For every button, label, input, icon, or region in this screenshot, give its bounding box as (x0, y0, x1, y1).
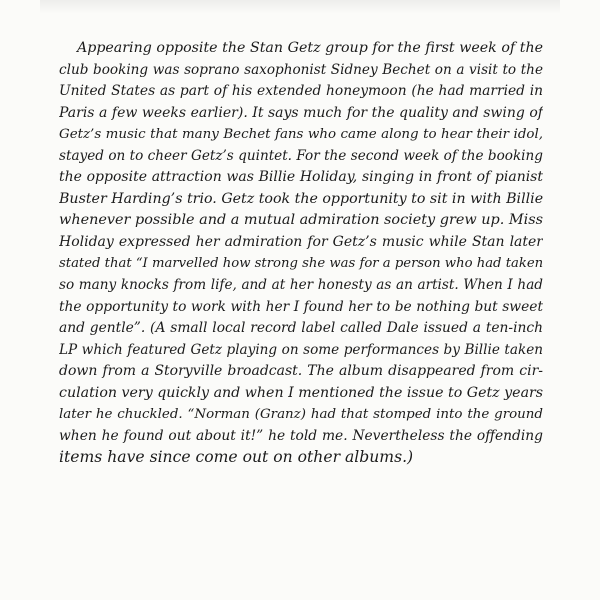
text-line: United States as part of his extended honeymoon (he had married in (59, 83, 543, 100)
show-through-shadow (40, 0, 560, 14)
text-line: stayed on to cheer Getz’s quintet. For the second week of the booking (59, 147, 543, 164)
text-line: Buster Harding’s trio. Getz took the opportunity to sit in with Billie (59, 190, 543, 207)
text-line: Paris a few weeks earlier). It says much for the quality and swing of (59, 104, 543, 121)
body-paragraph (59, 38, 543, 469)
text-line: Holiday expressed her admiration for Getz’s music while Stan later (59, 233, 543, 250)
text-line: down from a Storyville broadcast. The album disappeared from cir- (59, 363, 543, 380)
text-line: later he chuckled. “Norman (Granz) had that stomped into the ground (59, 407, 543, 423)
text-line: items have since come out on other albums.) (59, 448, 414, 467)
text-line: the opportunity to work with her I found her to be nothing but sweet (59, 298, 543, 315)
text-line: the opposite attraction was Billie Holiday, singing in front of pianist (59, 169, 543, 186)
text-line: culation very quickly and when I mentioned the issue to Getz years (59, 384, 543, 401)
text-line: LP which featured Getz playing on some performances by Billie taken (59, 341, 543, 358)
text-line: and gentle”. (A small local record label called Dale issued a ten-inch (59, 320, 543, 337)
text-line: so many knocks from life, and at her honesty as an artist. When I had (59, 277, 543, 294)
text-line: club booking was soprano saxophonist Sidney Bechet on a visit to the (59, 61, 543, 78)
text-line: Getz’s music that many Bechet fans who came along to hear their idol, (59, 127, 543, 143)
text-line: when he found out about it!” he told me. Nevertheless the offending (59, 427, 543, 444)
text-line: Appearing opposite the Stan Getz group for the first week of the (77, 40, 543, 56)
text-line: whenever possible and a mutual admiration society grew up. Miss (59, 212, 543, 229)
text-line: stated that “I marvelled how strong she was for a person who had taken (59, 256, 543, 272)
